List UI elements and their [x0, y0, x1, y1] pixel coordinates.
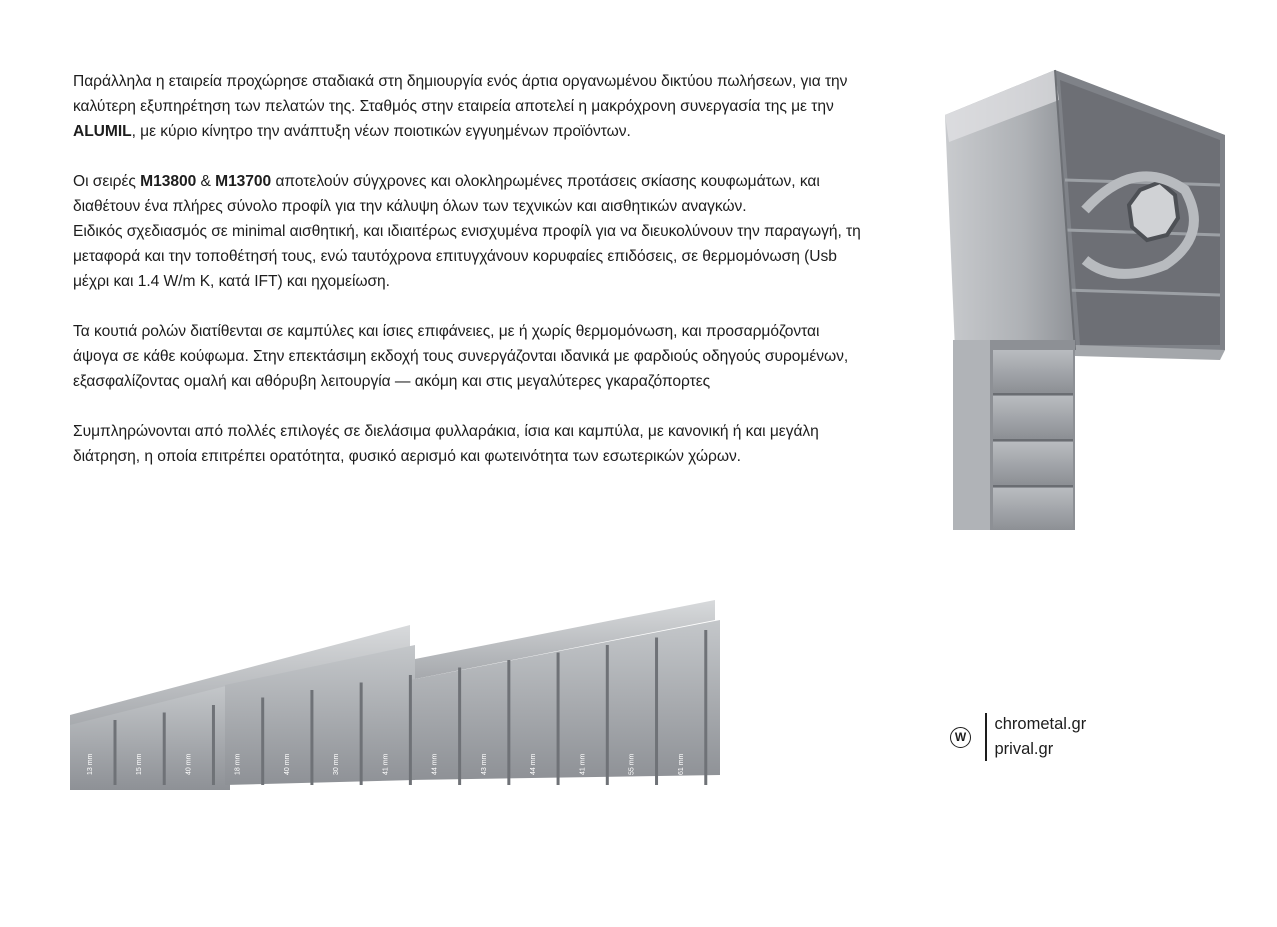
- slat-size-label: 30 mm: [333, 753, 341, 775]
- slat-profiles-svg: [60, 590, 740, 800]
- website-links: [950, 712, 1086, 762]
- link-list: [995, 712, 1087, 762]
- body-text: [73, 69, 863, 494]
- series-m13700: M13700: [215, 173, 272, 190]
- paragraph-boxes: Τα κουτιά ρολών διατίθενται σε καμπύλες και ίσιες επιφάνειες, με ή χωρίς θερμομόνωση, και προσαρμόζονται άψογα σε κάθε κούφωμα. Στην επεκτάσιμη εκδοχή τους συνεργάζονται ιδανικά με φαρδιούς οδηγούς συρομένων, εξασφαλίζοντας ομαλή και αθόρυβη λειτουργία — ακόμη και στις μεγαλύτερες γκαραζόπορτες: [73, 323, 849, 390]
- slat-size-label: 41 mm: [579, 753, 587, 775]
- slat-size-label: 13 mm: [87, 753, 94, 775]
- slat-size-label: 41 mm: [382, 753, 390, 775]
- slat-profiles-image: [60, 590, 740, 800]
- roller-box-image: [935, 60, 1235, 540]
- paragraph-design: Ειδικός σχεδιασμός σε minimal αισθητική, και ιδιαιτέρως ενισχυμένα προφίλ για να διευκολύνουν την παραγωγή, τη μεταφορά και την τοποθέτησή τους, ενώ ταυτόχρονα επιτυγχάνουν κορυφαίες επιδόσεις, σε θερμομόνωση (Usb μέχρι και 1.4 W/m K, κατά IFT) και ηχομείωση.: [73, 223, 861, 290]
- slat-size-label: 15 mm: [136, 753, 144, 775]
- slat-size-label: 44 mm: [431, 753, 439, 775]
- paragraph-network: Παράλληλα η εταιρεία προχώρησε σταδιακά στη δημιουργία ενός άρτια οργανωμένου δικτύου πωλήσεων, για την καλύτερη εξυπηρέτηση των πελατών της. Σταθμός στην εταιρεία αποτελεί η μακρόχρονη συνεργασία της με την ALUMIL, με κύριο κίνητρο την ανάπτυξη νέων ποιοτικών εγγυημένων προϊόντων.: [73, 73, 848, 140]
- divider: [985, 713, 987, 761]
- paragraph-series: Οι σειρές M13800 & M13700 αποτελούν σύγχρονες και ολοκληρωμένες προτάσεις σκίασης κουφωμάτων, και διαθέτουν ένα πλήρες σύνολο προφίλ για την κάλυψη όλων των τεχνικών και αισθητικών αναγκών.: [73, 173, 820, 215]
- link-prival[interactable]: prival.gr: [994, 740, 1054, 758]
- slat-size-label: 43 mm: [480, 753, 488, 775]
- slat-size-label: 55 mm: [628, 753, 636, 775]
- brand-alumil: ALUMIL: [73, 123, 132, 140]
- slat-size-label: 61 mm: [677, 753, 685, 775]
- series-m13800: M13800: [140, 173, 197, 190]
- slat-size-label: 40 mm: [283, 753, 291, 775]
- web-icon: W: [950, 727, 971, 748]
- paragraph-slats: Συμπληρώνονται από πολλές επιλογές σε διελάσιμα φυλλαράκια, ίσια και καμπύλα, με κανονική ή και μεγάλη διάτρηση, η οποία επιτρέπει ορατότητα, φυσικό αερισμό και φωτεινότητα των εσωτερικών χώρων.: [73, 423, 819, 465]
- slat-size-label: 44 mm: [530, 753, 538, 775]
- slat-size-label: 40 mm: [185, 753, 193, 775]
- link-chrometal[interactable]: chrometal.gr: [994, 715, 1087, 733]
- slat-size-label: 18 mm: [234, 753, 242, 775]
